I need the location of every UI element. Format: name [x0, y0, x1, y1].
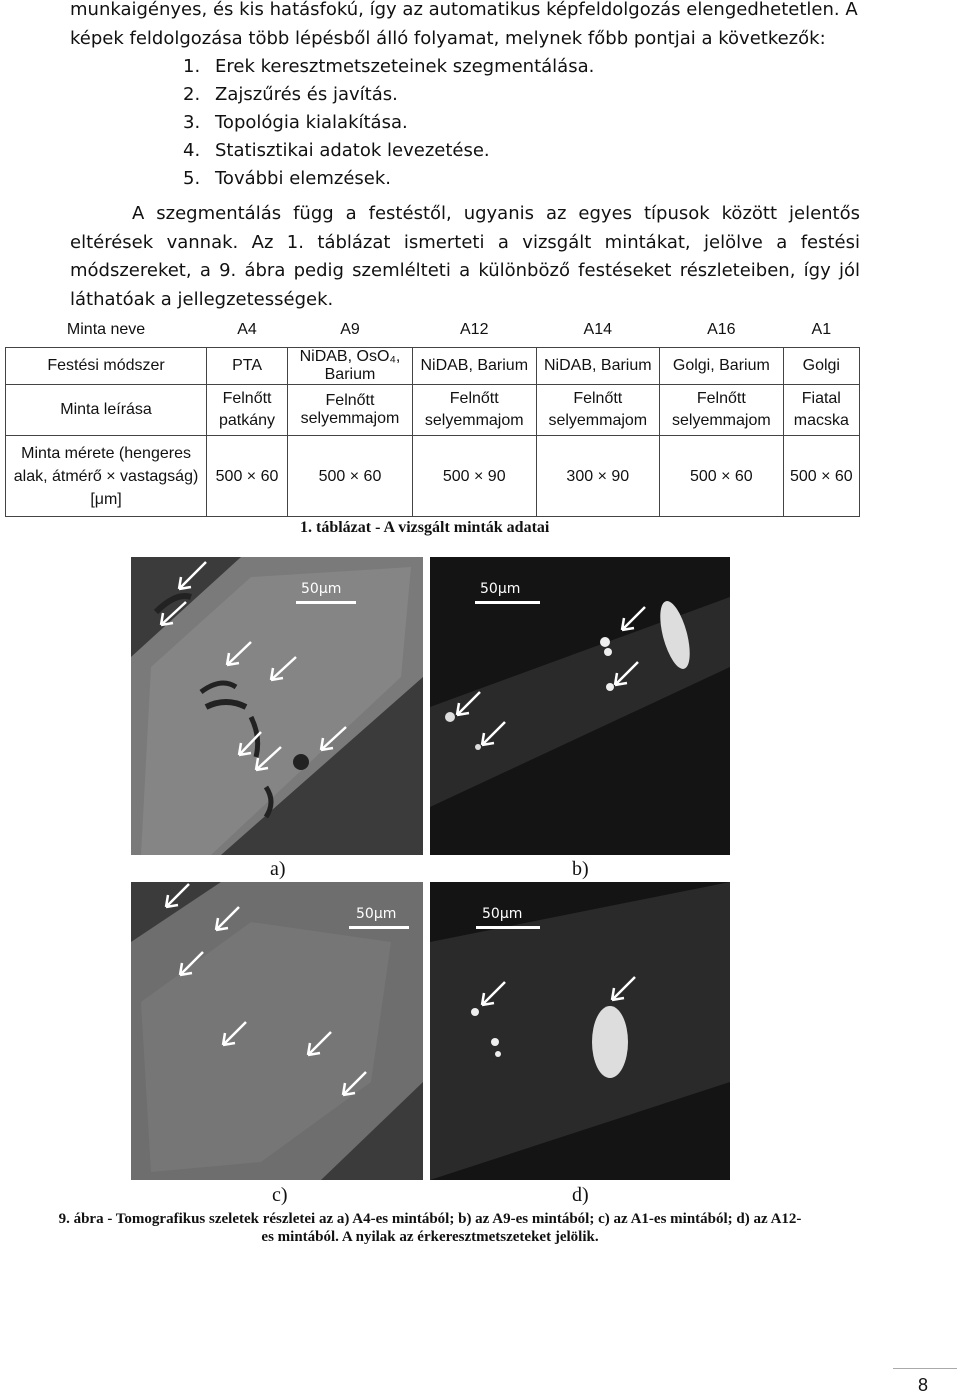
panel-label-b: b): [572, 858, 589, 880]
panel-label-a: a): [270, 858, 286, 880]
intro-paragraph: munkaigényes, és kis hatásfokú, így az automatikus képfeldolgozás elengedhetetlen. A képek feldolgozása több lépésből álló folyamat, melynek főbb pontjai a következők:: [70, 0, 858, 49]
table-cell: NiDAB, Barium: [536, 348, 660, 385]
table-cell: PTA: [207, 348, 288, 385]
table-cell: NiDAB, OsO₄, Barium: [287, 348, 412, 385]
list-item: 2. Zajszűrés és javítás.: [183, 84, 398, 105]
table-cell: 500 × 60: [660, 436, 784, 517]
table-cell: Felnőtt selyemmajom: [287, 385, 412, 436]
panel-label-d: d): [572, 1184, 589, 1206]
table-row: [6, 348, 860, 385]
table-row: [6, 436, 860, 517]
scale-bar-label: 50μm: [482, 906, 523, 922]
scale-bar-label: 50μm: [356, 906, 397, 922]
list-item: 4. Statisztikai adatok levezetése.: [183, 140, 490, 161]
table-header-cell: A14: [583, 321, 613, 338]
list-item: 1. Erek keresztmetszeteinek szegmentálása.: [183, 56, 595, 77]
table-header-cell: A16: [707, 321, 736, 338]
scale-bar: [476, 926, 540, 929]
list-item: 3. Topológia kialakítása.: [183, 112, 408, 133]
processing-steps-list: [183, 53, 594, 193]
table-cell: 500 × 90: [412, 436, 536, 517]
tomography-image-d: [430, 882, 730, 1180]
samples-table: [5, 313, 860, 517]
tomography-image-a: [131, 557, 423, 855]
table-row: [6, 385, 860, 436]
tomography-image-b: [430, 557, 730, 855]
table-cell: 500 × 60: [287, 436, 412, 517]
scale-bar-label: 50μm: [301, 581, 342, 597]
table-cell: 500 × 60: [783, 436, 859, 517]
page-number: 8: [918, 1375, 929, 1395]
scale-bar: [475, 601, 540, 604]
table-cell: Golgi, Barium: [660, 348, 784, 385]
panel-label-c: c): [272, 1184, 288, 1206]
table-cell: Golgi: [783, 348, 859, 385]
segmentation-paragraph: A szegmentálás függ a festéstől, ugyanis az egyes típusok között jelentős eltérések vannak. Az 1. táblázat ismerteti a vizsgált mintákat, jelölve a festési módszereket, a 9. ábra pedig szemlélteti a különböző festéseket részleteiben, így jól láthatóak a jellegzetességek.: [70, 203, 860, 310]
row-label: Festési módszer: [6, 348, 207, 385]
table-cell: 500 × 60: [207, 436, 288, 517]
table-header-cell: A12: [460, 321, 489, 338]
table-cell: Felnőtt selyemmajom: [412, 385, 536, 436]
figure-caption: 9. ábra - Tomografikus szeletek részletei az a) A4-es mintából; b) az A9-es mintából; c) az A1-es mintából; d) az A12- es mintából. A nyilak az érkeresztmetszeteket jelölik.: [58, 1211, 802, 1245]
table-header-cell: A9: [340, 321, 360, 338]
list-item: 5. További elemzések.: [183, 168, 392, 189]
scale-bar: [349, 926, 409, 929]
table-cell: Felnőtt selyemmajom: [660, 385, 784, 436]
page-number-divider: [893, 1368, 957, 1369]
tomography-image-c: [131, 882, 423, 1180]
table-header-row: [6, 313, 860, 348]
table-caption: 1. táblázat - A vizsgált minták adatai: [300, 519, 550, 536]
table-header-cell: Minta neve: [66, 321, 146, 338]
table-cell: 300 × 90: [536, 436, 660, 517]
table-cell: Felnőtt selyemmajom: [536, 385, 660, 436]
table-header-cell: A1: [811, 321, 832, 338]
table-cell: Felnőtt patkány: [207, 385, 288, 436]
table-header-cell: A4: [237, 321, 257, 338]
scale-bar-label: 50μm: [480, 581, 521, 597]
row-label: Minta leírása: [6, 385, 207, 436]
table-cell: Fiatal macska: [783, 385, 859, 436]
table-cell: NiDAB, Barium: [412, 348, 536, 385]
scale-bar: [296, 601, 356, 604]
row-label: Minta mérete (hengeres alak, átmérő × vastagság) [μm]: [6, 436, 207, 517]
